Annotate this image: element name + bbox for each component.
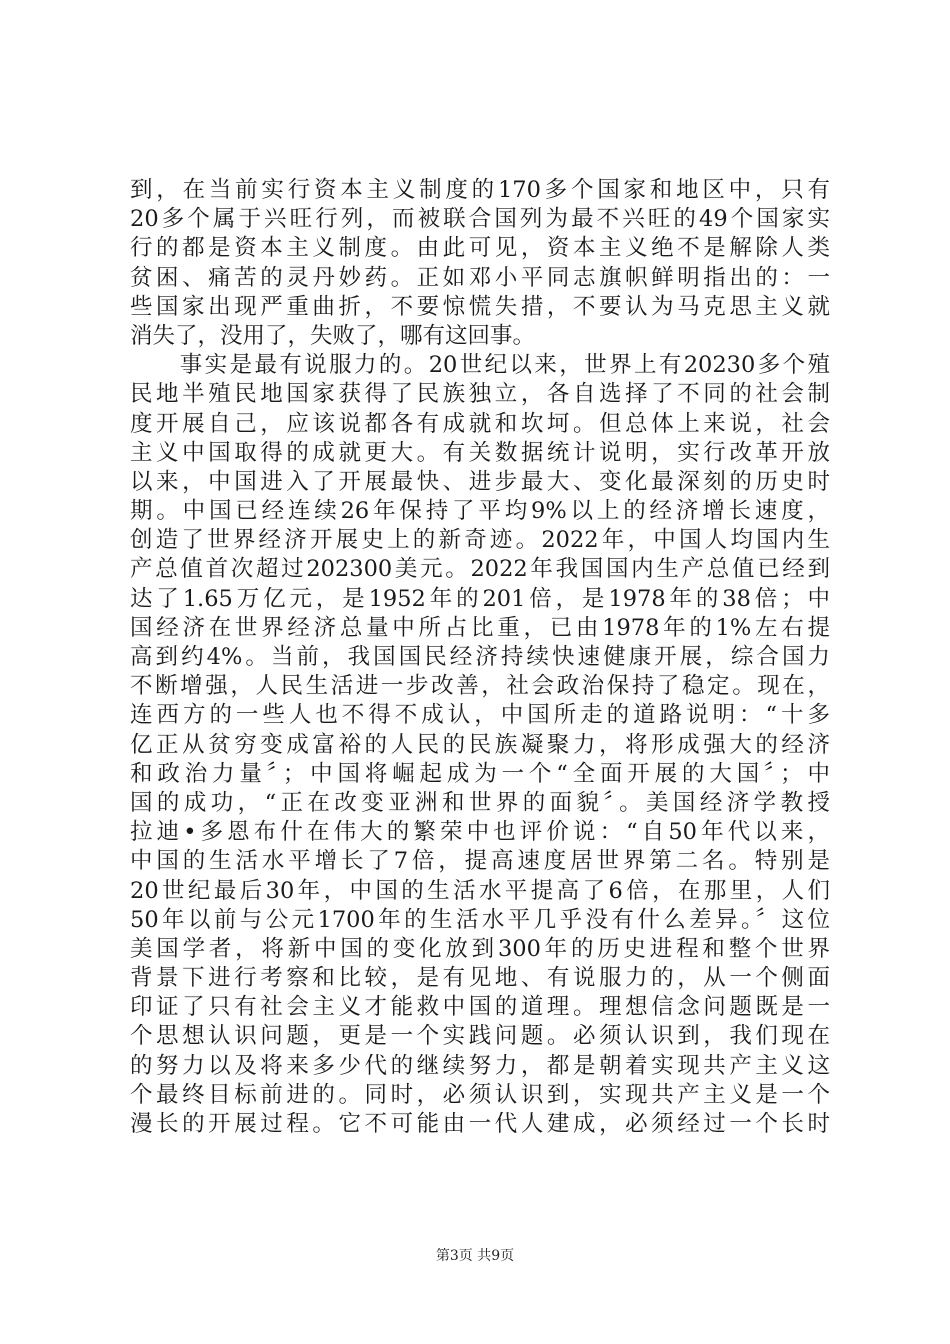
text-line: 主义中国取得的成就更大。有关数据统计说明，实行改革开放 — [130, 439, 830, 466]
text-line: 个思想认识问题，更是一个实践问题。必须认识到，我们现在 — [130, 1023, 830, 1050]
text-line: 连西方的一些人也不得不成认，中国所走的道路说明：“十多 — [130, 702, 830, 729]
text-line: 贫困、痛苦的灵丹妙药。正如邓小平同志旗帜鲜明指出的：一 — [130, 264, 830, 291]
text-line: 拉迪•多恩布什在伟大的繁荣中也评价说：“自50年代以来， — [130, 819, 830, 846]
text-line: 20世纪最后30年，中国的生活水平提高了6倍，在那里，人们 — [130, 877, 830, 904]
text-line: 国经济在世界经济总量中所占比重，已由1978年的1%左右提 — [130, 614, 830, 641]
text-line: 的努力以及将来多少代的继续努力，都是朝着实现共产主义这 — [130, 1052, 830, 1079]
text-line: 50年以前与公元1700年的生活水平几乎没有什么差异。〞这位 — [130, 906, 830, 933]
text-line: 创造了世界经济开展史上的新奇迹。2022年，中国人均国内生 — [130, 527, 830, 554]
text-line: 达了1.65万亿元，是1952年的201倍，是1978年的38倍；中 — [130, 585, 830, 612]
text-line: 期。中国已经连续26年保持了平均9%以上的经济增长速度， — [130, 498, 830, 525]
text-line: 印证了只有社会主义才能救中国的道理。理想信念问题既是一 — [130, 994, 830, 1021]
text-line: 20多个属于兴旺行列，而被联合国列为最不兴旺的49个国家实 — [130, 206, 830, 233]
text-line: 国的成功，“正在改变亚洲和世界的面貌〞。美国经济学教授 — [130, 789, 830, 816]
text-line: 漫长的开展过程。它不可能由一代人建成，必须经过一个长时 — [130, 1111, 830, 1137]
text-line: 高到约4%。当前，我国国民经济持续快速健康开展，综合国力 — [130, 644, 830, 670]
text-line: 民地半殖民地国家获得了民族独立，各自选择了不同的社会制 — [130, 381, 830, 408]
text-line: 和政治力量〞；中国将崛起成为一个“全面开展的大国〞；中 — [130, 760, 830, 787]
page-footer: 第3页 共9页 — [435, 1248, 515, 1264]
text-line: 行的都是资本主义制度。由此可见，资本主义绝不是解除人类 — [130, 235, 830, 262]
text-line: 消失了，没用了，失败了，哪有这回事。 — [130, 322, 536, 349]
text-line: 不断增强，人民生活进一步改善，社会政治保持了稳定。现在， — [130, 673, 830, 700]
text-line: 以来，中国进入了开展最快、进步最大、变化最深刻的历史时 — [130, 468, 830, 495]
text-line: 中国的生活水平增长了7倍，提高速度居世界第二名。特别是 — [130, 848, 830, 875]
text-line: 些国家出现严重曲折，不要惊慌失措，不要认为马克思主义就 — [130, 293, 830, 320]
text-line: 个最终目标前进的。同时，必须认识到，实现共产主义是一个 — [130, 1081, 830, 1108]
body-text — [130, 176, 830, 1139]
text-line: 事实是最有说服力的。20世纪以来，世界上有20230多个殖 — [130, 352, 830, 379]
text-line: 度开展自己，应该说都各有成就和坎坷。但总体上来说，社会 — [130, 410, 830, 437]
text-line: 美国学者，将新中国的变化放到300年的历史进程和整个世界 — [130, 935, 830, 962]
text-line: 到，在当前实行资本主义制度的170多个国家和地区中，只有 — [130, 177, 830, 203]
text-line: 产总值首次超过202300美元。2022年我国国内生产总值已经到 — [130, 556, 830, 583]
text-line: 背景下进行考察和比较，是有见地、有说服力的，从一个侧面 — [130, 965, 830, 992]
text-line: 亿正从贫穷变成富裕的人民的民族凝聚力，将形成强大的经济 — [130, 731, 830, 758]
